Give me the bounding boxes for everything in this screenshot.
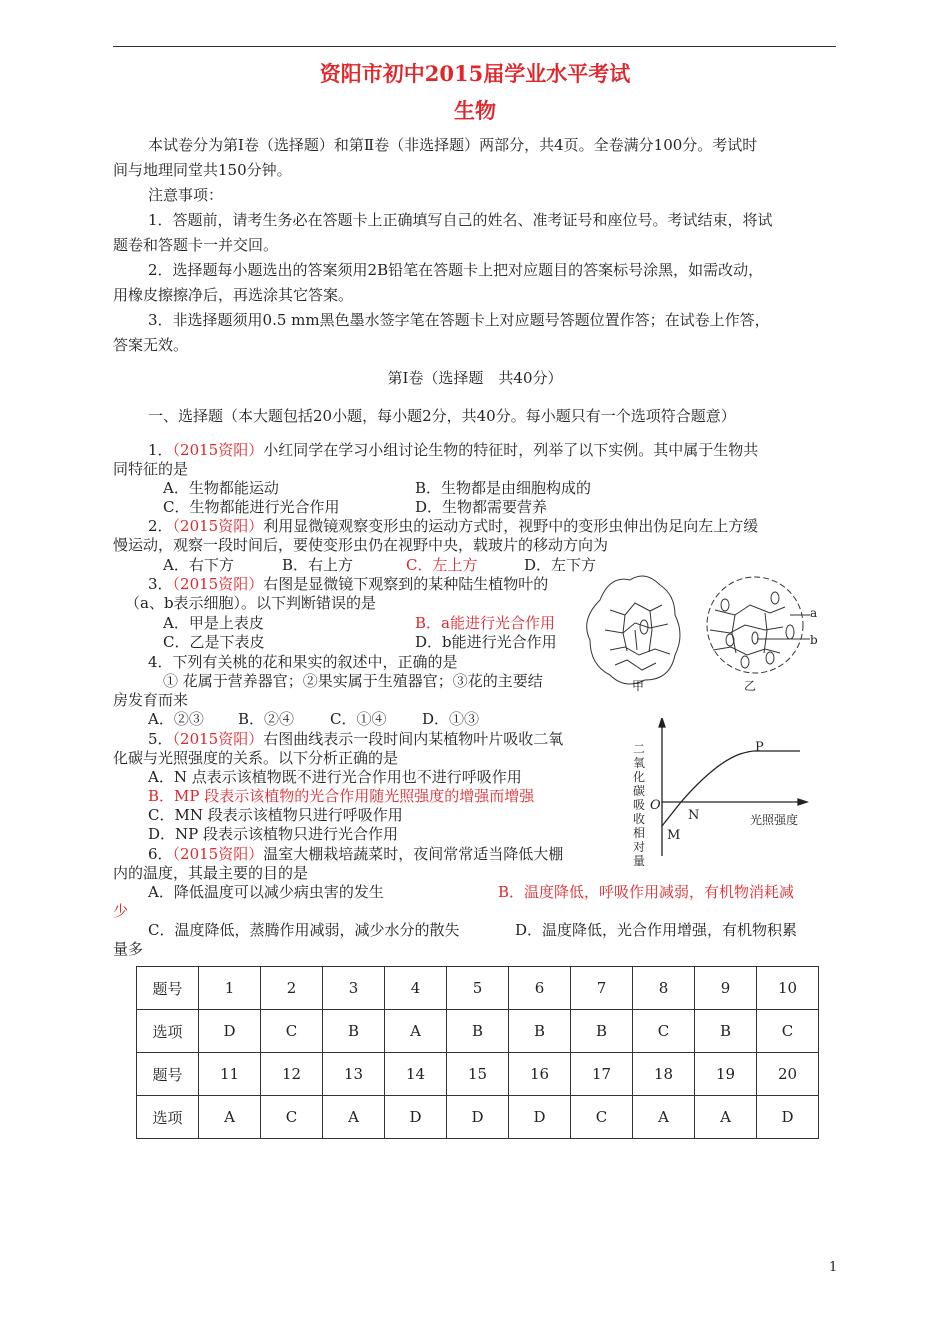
table-cell: C: [757, 1010, 819, 1053]
table-cell: 15: [447, 1053, 509, 1096]
table-cell: B: [509, 1010, 571, 1053]
q5-stem-cont: 化碳与光照强度的关系。以下分析正确的是: [113, 749, 399, 767]
q3-option-d: D．b能进行光合作用: [415, 633, 557, 651]
table-cell: C: [571, 1096, 633, 1139]
q1-stem: 1．（2015资阳）小红同学在学习小组讨论生物的特征时，列举了以下实例。其中属于生物共: [148, 441, 759, 459]
q6-option-d: D．温度降低，光合作用增强，有机物积累: [515, 921, 798, 939]
table-row: [137, 1096, 819, 1139]
note-line: 答案无效。: [113, 336, 189, 354]
table-cell: D: [757, 1096, 819, 1139]
table-cell: 18: [633, 1053, 695, 1096]
row-header-cell: 选项: [137, 1096, 199, 1139]
table-row: [137, 967, 819, 1010]
leaf-epidermis-figure: [585, 570, 835, 700]
intro-line: 间与地理同堂共150分钟。: [113, 161, 292, 179]
table-row: [137, 1053, 819, 1096]
table-cell: 5: [447, 967, 509, 1010]
table-cell: 3: [323, 967, 385, 1010]
lower-epidermis-cells: [710, 605, 785, 655]
y-axis-label: 二氧化碳吸收相对量: [632, 742, 645, 868]
q4-stem-cont: ① 花属于营养器官；②果实属于生殖器官；③花的主要结: [163, 672, 543, 690]
table-cell: C: [633, 1010, 695, 1053]
q3-option-c: C．乙是下表皮: [163, 633, 265, 651]
figure-label-yi: 乙: [744, 679, 757, 693]
notes-title: 注意事项：: [148, 186, 224, 204]
q2-stem: 2．（2015资阳）利用显微镜观察变形虫的运动方式时，视野中的变形虫伸出伪足向左上方缓: [148, 517, 759, 535]
table-cell: 9: [695, 967, 757, 1010]
q1-option-a: A．生物都能运动: [163, 479, 279, 497]
q6-option-b-cont: 少: [113, 902, 129, 920]
table-cell: 10: [757, 967, 819, 1010]
q1-stem-cont: 同特征的是: [113, 460, 189, 478]
table-cell: 1: [199, 967, 261, 1010]
part1-title: 第Ⅰ卷（选择题 共40分）: [387, 369, 563, 387]
intro-line: 本试卷分为第Ⅰ卷（选择题）和第Ⅱ卷（非选择题）两部分，共4页。全卷满分100分。考试时: [148, 136, 758, 154]
table-row: [137, 1010, 819, 1053]
q4-option-a: A．②③: [148, 710, 204, 728]
table-cell: 4: [385, 967, 447, 1010]
table-cell: 6: [509, 967, 571, 1010]
table-cell: A: [323, 1096, 385, 1139]
table-cell: C: [261, 1010, 323, 1053]
q3-option-b: B．a能进行光合作用: [415, 614, 555, 632]
x-axis-arrow: [798, 799, 807, 805]
section1-heading: 一、选择题（本大题包括20小题，每小题2分，共40分。每小题只有一个选项符合题意）: [148, 407, 736, 425]
q2-option-a: A．右下方: [163, 556, 234, 574]
q6-option-d-cont: 量多: [113, 940, 144, 958]
q3-stem-cont: （a、b表示细胞）。以下判断错误的是: [125, 594, 377, 612]
q6-option-a: A．降低温度可以减少病虫害的发生: [148, 883, 384, 901]
table-cell: B: [323, 1010, 385, 1053]
page-number: 1: [829, 1260, 838, 1275]
x-axis-label: 光照强度: [750, 813, 799, 827]
q5-option-c: C．MN 段表示该植物只进行呼吸作用: [148, 806, 403, 824]
origin-label: O: [650, 798, 661, 813]
note-line: 3．非选择题须用0.5 mm黑色墨水签字笔在答题卡上对应题号答题位置作答；在试卷上作答，: [148, 311, 770, 329]
q2-stem-cont: 慢运动，观察一段时间后，要使变形虫仍在视野中央，载玻片的移动方向为: [113, 536, 609, 554]
table-cell: A: [695, 1096, 757, 1139]
table-cell: D: [385, 1096, 447, 1139]
table-cell: C: [261, 1096, 323, 1139]
q5-option-d: D．NP 段表示该植物只进行光合作用: [148, 825, 399, 843]
table-cell: 14: [385, 1053, 447, 1096]
table-cell: 13: [323, 1053, 385, 1096]
figure-label-b: b: [810, 633, 818, 647]
row-header-cell: 题号: [137, 967, 199, 1010]
q3-stem: 3．（2015资阳）右图是显微镜下观察到的某种陆生植物叶的: [148, 575, 549, 593]
table-cell: A: [199, 1096, 261, 1139]
table-cell: B: [447, 1010, 509, 1053]
q2-option-b: B．右上方: [282, 556, 354, 574]
figure-label-a: a: [810, 606, 818, 620]
point-n-label: N: [688, 808, 700, 823]
note-line: 1．答题前，请考生务必在答题卡上正确填写自己的姓名、准考证号和座位号。考试结束，将试: [148, 211, 773, 229]
q4-stem-cont: 房发育而来: [113, 691, 189, 709]
table-cell: 8: [633, 967, 695, 1010]
q2-option-d: D．左下方: [524, 556, 597, 574]
table-cell: 2: [261, 967, 323, 1010]
subject-title: 生物: [454, 98, 496, 123]
q5-option-a: A．N 点表示该植物既不进行光合作用也不进行呼吸作用: [148, 768, 522, 786]
q1-option-d: D．生物都需要营养: [415, 498, 548, 516]
q1-option-c: C．生物都能进行光合作用: [163, 498, 340, 516]
q5-stem: 5．（2015资阳）右图曲线表示一段时间内某植物叶片吸收二氧: [148, 730, 564, 748]
table-cell: 16: [509, 1053, 571, 1096]
q1-option-b: B．生物都是由细胞构成的: [415, 479, 592, 497]
table-cell: B: [695, 1010, 757, 1053]
table-cell: 7: [571, 967, 633, 1010]
table-cell: D: [509, 1096, 571, 1139]
table-cell: 20: [757, 1053, 819, 1096]
table-cell: D: [199, 1010, 261, 1053]
row-header-cell: 选项: [137, 1010, 199, 1053]
y-axis-arrow: [659, 718, 665, 727]
answer-table: [136, 966, 819, 1139]
q6-option-b: B．温度降低，呼吸作用减弱，有机物消耗减: [498, 883, 795, 901]
table-cell: B: [571, 1010, 633, 1053]
table-cell: A: [633, 1096, 695, 1139]
table-cell: 17: [571, 1053, 633, 1096]
upper-epidermis-outline: [587, 576, 680, 684]
note-line: 2．选择题每小题选出的答案须用2B铅笔在答题卡上把对应题目的答案标号涂黑，如需改动，: [148, 261, 764, 279]
q5-option-b: B．MP 段表示该植物的光合作用随光照强度的增强而增强: [148, 787, 535, 805]
q4-stem: 4．下列有关桃的花和果实的叙述中，正确的是: [148, 653, 458, 671]
note-line: 用橡皮擦擦净后，再选涂其它答案。: [113, 286, 354, 304]
point-m-label: M: [667, 828, 681, 843]
exam-title: 资阳市初中2015届学业水平考试: [319, 61, 631, 86]
table-cell: A: [385, 1010, 447, 1053]
table-cell: 12: [261, 1053, 323, 1096]
q4-option-d: D．①③: [422, 710, 480, 728]
table-cell: 19: [695, 1053, 757, 1096]
upper-epidermis-cells: [605, 603, 670, 670]
table-cell: 11: [199, 1053, 261, 1096]
q2-option-c: C．左上方: [406, 556, 478, 574]
q6-stem-cont: 内的温度，其最主要的目的是: [113, 864, 309, 882]
figure-label-jia: 甲: [632, 679, 645, 693]
header-rule: [113, 46, 836, 47]
q6-option-c: C．温度降低，蒸腾作用减弱，减少水分的散失: [148, 921, 460, 939]
note-line: 题卷和答题卡一并交回。: [113, 236, 279, 254]
table-cell: D: [447, 1096, 509, 1139]
q6-stem: 6．（2015资阳）温室大棚栽培蔬菜时，夜间常常适当降低大棚: [148, 845, 564, 863]
q4-option-b: B．②④: [238, 710, 295, 728]
row-header-cell: 题号: [137, 1053, 199, 1096]
q3-option-a: A．甲是上表皮: [163, 614, 264, 632]
q4-option-c: C．①④: [330, 710, 387, 728]
point-p-label: P: [755, 740, 764, 755]
